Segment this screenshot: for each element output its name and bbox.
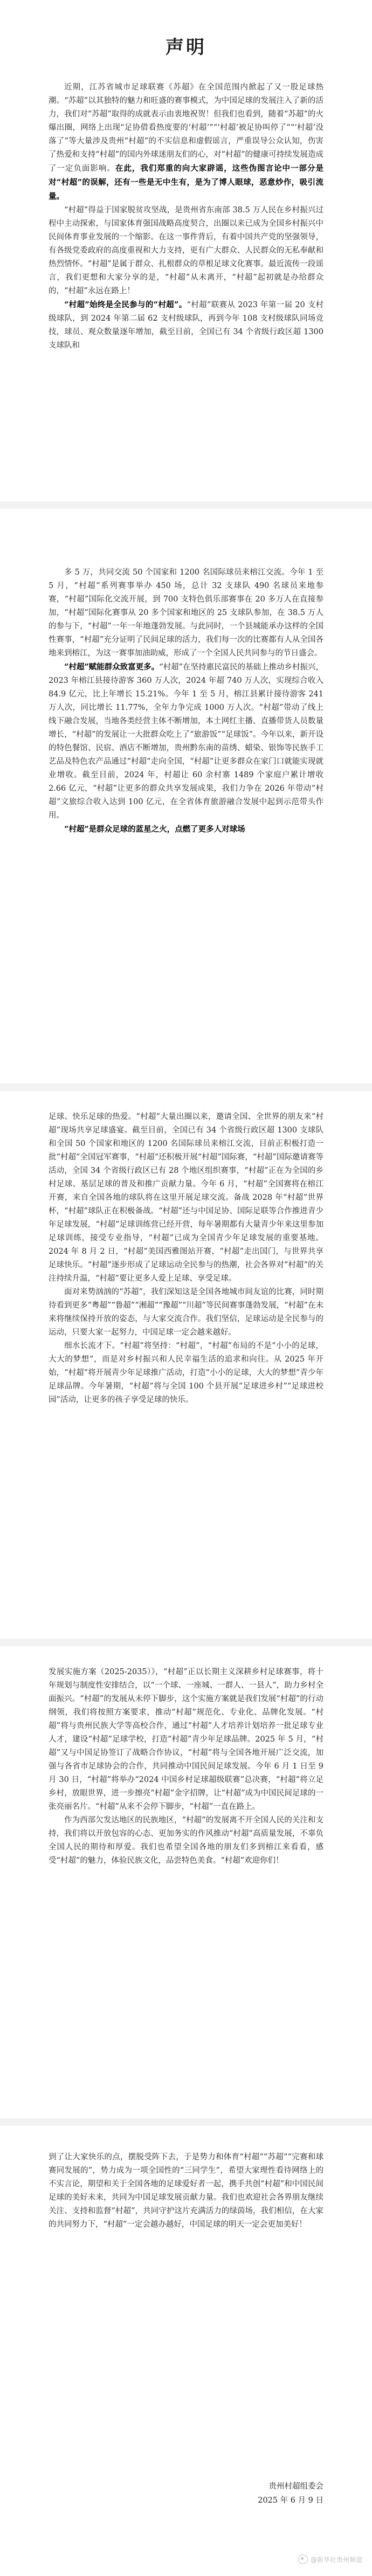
paragraph <box>49 823 323 837</box>
paragraph-text: “村超”联赛从 2023 年第一届 20 支村级球队，到 2024 年第二届 62 支村级球队，再到今年 108 支村级球队同场竞技，球员、观众数量逐年增加，截至目前，全国已有 34 个省级行政区超 1300 支球队和 <box>49 301 323 350</box>
section-page-2 <box>49 566 323 837</box>
page-title: 声明 <box>166 37 206 58</box>
paragraph: 多 5 万，共同交流 50 个国家和 1200 名国际球员来榕江交流。今年 1 至 5 月，“村超”系列赛事举办 450 场，总计 32 支球队 490 名球员来地参赛，“村超”国际化交流开展，到 700 支特色俱乐部赛事在 20 多万人在直接参加，“村超”国际化赛事从 20 多个国家和地区的 25 支球队参加，在 38.5 万人的参与下，“村超”一年一年地蓬勃发展。与此同时，一个县城能承办这样的全国性赛事，“村超”充分证明了民间足球的活力，我们每一次的比赛都有人从全国各地来到榕江，为这一赛事加油助威，形成了一个全国人民共同参与的节日盛会。 <box>49 568 323 658</box>
section-page-5 <box>49 2151 323 2232</box>
paragraph-lead: “村超”始终是全民参与的“村超”。 <box>64 300 187 309</box>
signature-block <box>258 2480 323 2508</box>
watermark-text: @新华社贵州频道 <box>310 2556 362 2564</box>
paragraph: 作为西部欠发达地区的民族地区，“村超”的发展离不开全国人民的关注和支持，我们将以开放包容的心态、更加务实的作风推动“村超”高质量发展，不辜负全国人民的期待和厚爱。我们也希望全国各地的朋友们多到榕江来看看，感受“村超”的魅力，体验民族文化，品尝特色美食。“村超”欢迎你们！ <box>49 1816 323 1865</box>
page-divider <box>0 1083 372 1091</box>
section-page-4 <box>49 1666 323 1868</box>
watermark <box>298 2554 362 2564</box>
paragraph-bold-text: “村超”是群众足球的蓝星之火，点燃了更多人对球场 <box>64 825 245 834</box>
section-page-1 <box>49 81 323 353</box>
paragraph <box>49 81 323 204</box>
paragraph: 发展实施方案（2025-2035）》，“村超”正以长期主义深耕乡村足球赛事，将十年规划与制度性安排结合，以“一个球、一座城、一群人、一县人”，助力乡村全面振兴。“村超”的发展从未停下脚步，这个实施方案就是我们发展“村超”的行动纲领，我们将按照方案要求，推动“村超”规范化、专业化、品牌化发展。“村超”将与贵州民族大学等高校合作，通过“村超”人才培养计划培养一批足球专业人才，建设“村超”足球学校，打造“村超”青少年足球品牌。2025 年 5 月，“村超”又与中国足协签订了战略合作协议，“村超”将与全国各地开展广泛交流，加强与各省市足球协会的合作，共同推动中国民间足球发展。今年 6 月 1 日至 9 月 30 日，“村超”将举办“2024 中国乡村足球超级联赛”总决赛，“村超”将立足乡村，放眼世界，进一步擦亮“村超”金字招牌，让“村超”成为中国民间足球的一张亮丽名片。“村超”从来不会停下脚步，“村超”一直在路上。 <box>49 1668 323 1811</box>
paragraph-bold-text: 在此，我们郑重的向大家辟谣，这些伪图言论中一部分是对“村超”的误解，还有一些是无中生有，是为了博人眼球，恶意炒作，吸引流量。 <box>49 164 323 201</box>
paragraph: “村超”得益于国家脱贫攻坚战，是贵州省东南部 38.5 万人民在乡村振兴过程中主动探索，与国家体育强国战略高度契合，出圈以来已成为全国乡村振兴中民间体育事业发展的一个缩影。在这一事件背后，有着中国共产党的坚强领导，有各级党委政府的高度重视和大力支持，更有广大群众、人民群众的无私奉献和热烈情怀。“村超”是属于群众、扎根群众的草根足球文化赛事。最近流传一段谣言，我们更想和大家分享的是，“村超”从未离开，“村超”起初就是办给群众的，“村超”永远在路上！ <box>49 206 323 295</box>
paragraph-text: 近期，江苏省城市足球联赛《苏超》在全国范围内掀起了又一股足球热潮。“苏超”以其独特的魅力和旺盛的赛事模式，为中国足球的发展注入了新的活力，我们对“苏超”取得的成就表示由衷地祝贺！但我们也看到，随着“苏超”的火爆出圈，网络上出现“足协借看热度要的‘村超’”“‘村超’被足协叫停了”“‘村超’没落了”等大量涉及贵州“村超”的不实信息和虚假谣言，严重误导公众认知，伤害了热爱和支持“村超”的国内外球迷朋友们的心，对“村超”的健康可持续发展造成了一定负面影响。 <box>49 83 323 173</box>
paragraph-lead: “村超”赋能群众致富更多。 <box>64 662 160 672</box>
page-divider <box>0 501 372 509</box>
paragraph: 足球、快乐足球的热爱。“村超”大量出圈以来，邀请全国、全世界的朋友来“村超”现场共享足球盛宴。截至目前，全国已有 34 个省级行政区超 1300 支球队和全国 50 个国家和地区的 1200 名国际球员来榕江交流，目前正积极打造一批“村超”全国冠军赛事，“村超”还积极开展“村超”国际赛，“村超”国际邀请赛等活动，全国 34 个省级行政区已有 28 个地区组织赛事，“村超”正在为全国的乡村足球、基层足球的普及和推广贡献力量。今年 6 月，“村超”全国赛将在榕江开赛，来自全国各地的球队将在这里开展足球交流。备战 2028 年“村超”世界杯，“村超”球队正在积极备战。“村超”还与中国足协、国际足联等合作推进青少年足球发展，“村超”足球训练营已经开营，每年暑期都有大量青少年来这里参加足球训练，接受专业指导，“村超”已成为全国青少年足球发展的重要基地。2024 年 8 月 2 日，“村超”美国西雅图站开赛，“村超”走出国门，与世界共享足球快乐。“村超”逐步形成了足球运动全民参与的热潮，社会各界对“村超”的关注持续升温，“村超”要让更多人爱上足球、享受足球。 <box>49 1113 323 1283</box>
paragraph <box>49 660 323 823</box>
signature-org: 贵州村超组委会 <box>268 2482 323 2491</box>
paragraph: 到了让大家快乐的点，摆脱受阵下去，于是势力和体育“村超”“苏超”“完赛和球赛同发展的”，势力成为一项全国性的“三同学生”，希望大家理性看待网络上的不实言论，期望和关于全国各地的足球爱好者一起，携手共创“村超”和中国民间足球的美好未来，共同为中国足球发展贡献力量。我们也欢迎社会各界朋友继续关注、支持和监督“村超”，共同守护这片充满活力的绿茵场，我们相信，在大家的共同努力下，“村超”一定会越办越好，中国足球的明天一定会更加美好！ <box>49 2153 323 2229</box>
paragraph-text: “村超”在坚持惠民富民的基础上推动乡村振兴，2023 年榕江县接待游客 360 万人次，2024 年超 740 万人次，实现综合收入 84.9 亿元，比上年增长 15.21%。今年 1 至 5 月，榕江县累计接待游客 241 万人次，同比增长 11.77%，全年力争完成 1000 万人次。“村超”带动了线上线下融合发展，当地各类经营主体不断增加，本土网红主播、直播带货人员数量增长，“村超”的发展让一大批群众吃上了“旅游饭”“足球饭”。今年以来，新开设的特色餐馆、民宿、酒店不断增加，贵州黔东南的苗绣、蜡染、银饰等民族手工艺品及特色农产品通过“村超”走向全国，“村超”让更多群众在家门口就能实现就业增收。截至目前，2024 年，村超让 60 余村寨 1489 个家庭户累计增收 2.66 亿元，“村超”让更多的群众共享发展成果，我们力争在 2026 年带动“村超”文旅综合收入达到 100 亿元，在全省体育旅游融合发展中起到示范带头作用。 <box>49 663 324 820</box>
page-divider <box>0 2118 372 2126</box>
paragraph <box>49 298 323 353</box>
section-page-3 <box>49 1110 323 1407</box>
paragraph: 面对来势汹汹的“苏超”，我们深知这是全国各地城市间友谊的比赛，同时期待看到更多“粤超”“鲁超”“湘超”“豫超”“川超”等民间赛事蓬勃发展，“村超”在未来将继续保持开放的姿态，与大家交流合作。我们坚信，足球运动是全民参与的运动，只要大家一起努力，中国足球一定会越来越好。 <box>49 1288 323 1337</box>
paragraph: 细水长流才下。“村超”将坚持：“村超”，“村超”布局的不是“小小的足球，大大的梦想”，而是对乡村振兴和人民幸福生活的追求和向往。从 2025 年开始，“村超”将开展青少年足球推广活动，打造“小小的足球，大大的梦想”青少年足球品牌。今年暑期，“村超”将与全国 100 个县开展“足球进乡村”“足球进校园”活动，让更多的孩子享受足球的快乐。 <box>49 1342 323 1404</box>
weibo-icon <box>298 2554 308 2564</box>
signature-date: 2025 年 6 月 9 日 <box>258 2496 323 2505</box>
page-divider <box>0 1639 372 1646</box>
